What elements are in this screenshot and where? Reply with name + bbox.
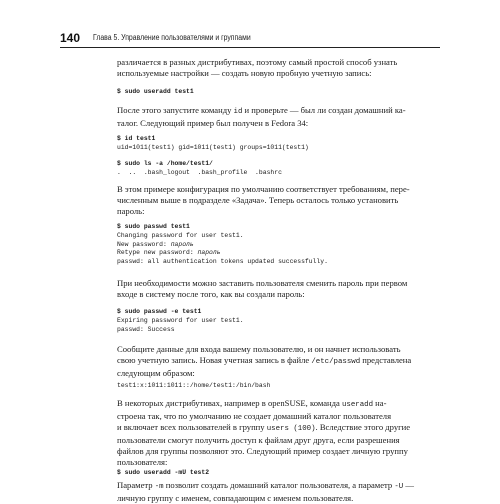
text-line: численным выше в подразделе «Задача». Теперь осталось только установить: [117, 195, 399, 205]
text-line: различается в разных дистрибутивах, поэтому самый простой способ узнать: [117, 57, 398, 67]
text-line: файлов для группы позволяют это. Следующий пример создает личную группу: [117, 446, 408, 456]
code-output: uid=1011(test1) gid=1011(test1) groups=1011(test1): [117, 143, 309, 151]
text-line: пароль:: [117, 206, 145, 216]
inline-code: users (100): [266, 425, 316, 433]
code-block-1: [117, 88, 447, 97]
running-head: Глава 5. Управление пользователями и группами: [93, 33, 251, 42]
inline-code: /etc/passwd: [311, 358, 361, 366]
code-command: $ sudo passwd -e test1: [117, 308, 202, 315]
text-run: представлена: [360, 355, 412, 365]
paragraph-3: [117, 184, 447, 217]
inline-code: -m: [154, 483, 164, 491]
paragraph-5: [117, 344, 447, 379]
code-block-2: [117, 135, 447, 153]
text-line: пользователя:: [117, 457, 168, 467]
text-line: входе в систему после того, как вы создали пароль:: [117, 289, 305, 299]
text-run: свою учетную запись. Новая учетная запись в файле: [117, 355, 312, 365]
code-output: New password:: [117, 240, 171, 248]
page-number: 140: [60, 31, 81, 45]
inline-code: -U: [394, 483, 404, 491]
code-output: Expiring password for user test1.: [117, 316, 244, 324]
code-output: passwd: Success: [117, 325, 175, 333]
text-line: В этом примере конфигурация по умолчанию соответствует требованиям, пере-: [117, 184, 410, 194]
text-line: строена так, что по умолчанию не создает домашний каталог пользователя: [117, 411, 392, 421]
text-run: В некоторых дистрибутивах, например в openSUSE, команда: [117, 398, 342, 408]
code-placeholder: пароль: [170, 240, 194, 248]
text-line: Сообщите данные для входа вашему пользователю, и он начнет использовать: [117, 344, 401, 354]
code-block-7: [117, 469, 447, 478]
text-line: следующим образом:: [117, 368, 195, 378]
code-output: test1:x:1011:1011::/home/test1:/bin/bash: [117, 382, 271, 389]
text-run: Параметр: [117, 480, 155, 490]
text-line: личную группу с именем, совпадающим с именем пользователя.: [117, 493, 354, 503]
text-run: —: [403, 480, 414, 490]
code-block-4: [117, 223, 447, 267]
text-run: позволит создать домашний каталог пользователя, а параметр: [163, 480, 395, 490]
code-command: $ id test1: [117, 135, 156, 142]
page-header: [60, 30, 440, 46]
code-command: $ sudo useradd -mU test2: [117, 469, 210, 476]
text-line: используемые настройки — создать новую пробную учетную запись:: [117, 68, 372, 78]
code-command: $ sudo useradd test1: [117, 88, 194, 95]
header-rule: [60, 47, 440, 48]
inline-code: id: [233, 108, 243, 116]
text-run: на-: [373, 398, 387, 408]
code-block-3: [117, 160, 447, 178]
text-run: и проверьте — был ли создан домашний ка-: [242, 105, 406, 115]
paragraph-6: [117, 398, 447, 468]
code-block-6: [117, 382, 447, 391]
code-output: passwd: all authentication tokens updated successfully.: [117, 258, 328, 266]
text-run: и включает всех пользователей в группу: [117, 422, 267, 432]
text-line: пользователи смогут получить доступ к файлам друг друга, если разрешения: [117, 435, 400, 445]
code-command: $ sudo ls -a /home/test1/: [117, 160, 213, 167]
paragraph-1: [117, 57, 447, 79]
code-command: $ sudo passwd test1: [117, 223, 190, 230]
text-run: После этого запустите команду: [117, 105, 234, 115]
text-line: талог. Следующий пример был получен в Fedora 34:: [117, 118, 309, 128]
paragraph-4: [117, 278, 447, 300]
code-placeholder: пароль: [197, 249, 221, 257]
code-output: Retype new password:: [117, 249, 198, 257]
text-line: При необходимости можно заставить пользователя сменить пароль при первом: [117, 278, 408, 288]
inline-code: useradd: [341, 401, 374, 409]
code-output: . .. .bash_logout .bash_profile .bashrc: [117, 168, 282, 176]
paragraph-2: [117, 105, 447, 129]
text-run: . Вследствие этого другие: [315, 422, 411, 432]
code-output: Changing password for user test1.: [117, 231, 244, 239]
paragraph-7: [117, 480, 447, 504]
code-block-5: [117, 308, 447, 334]
